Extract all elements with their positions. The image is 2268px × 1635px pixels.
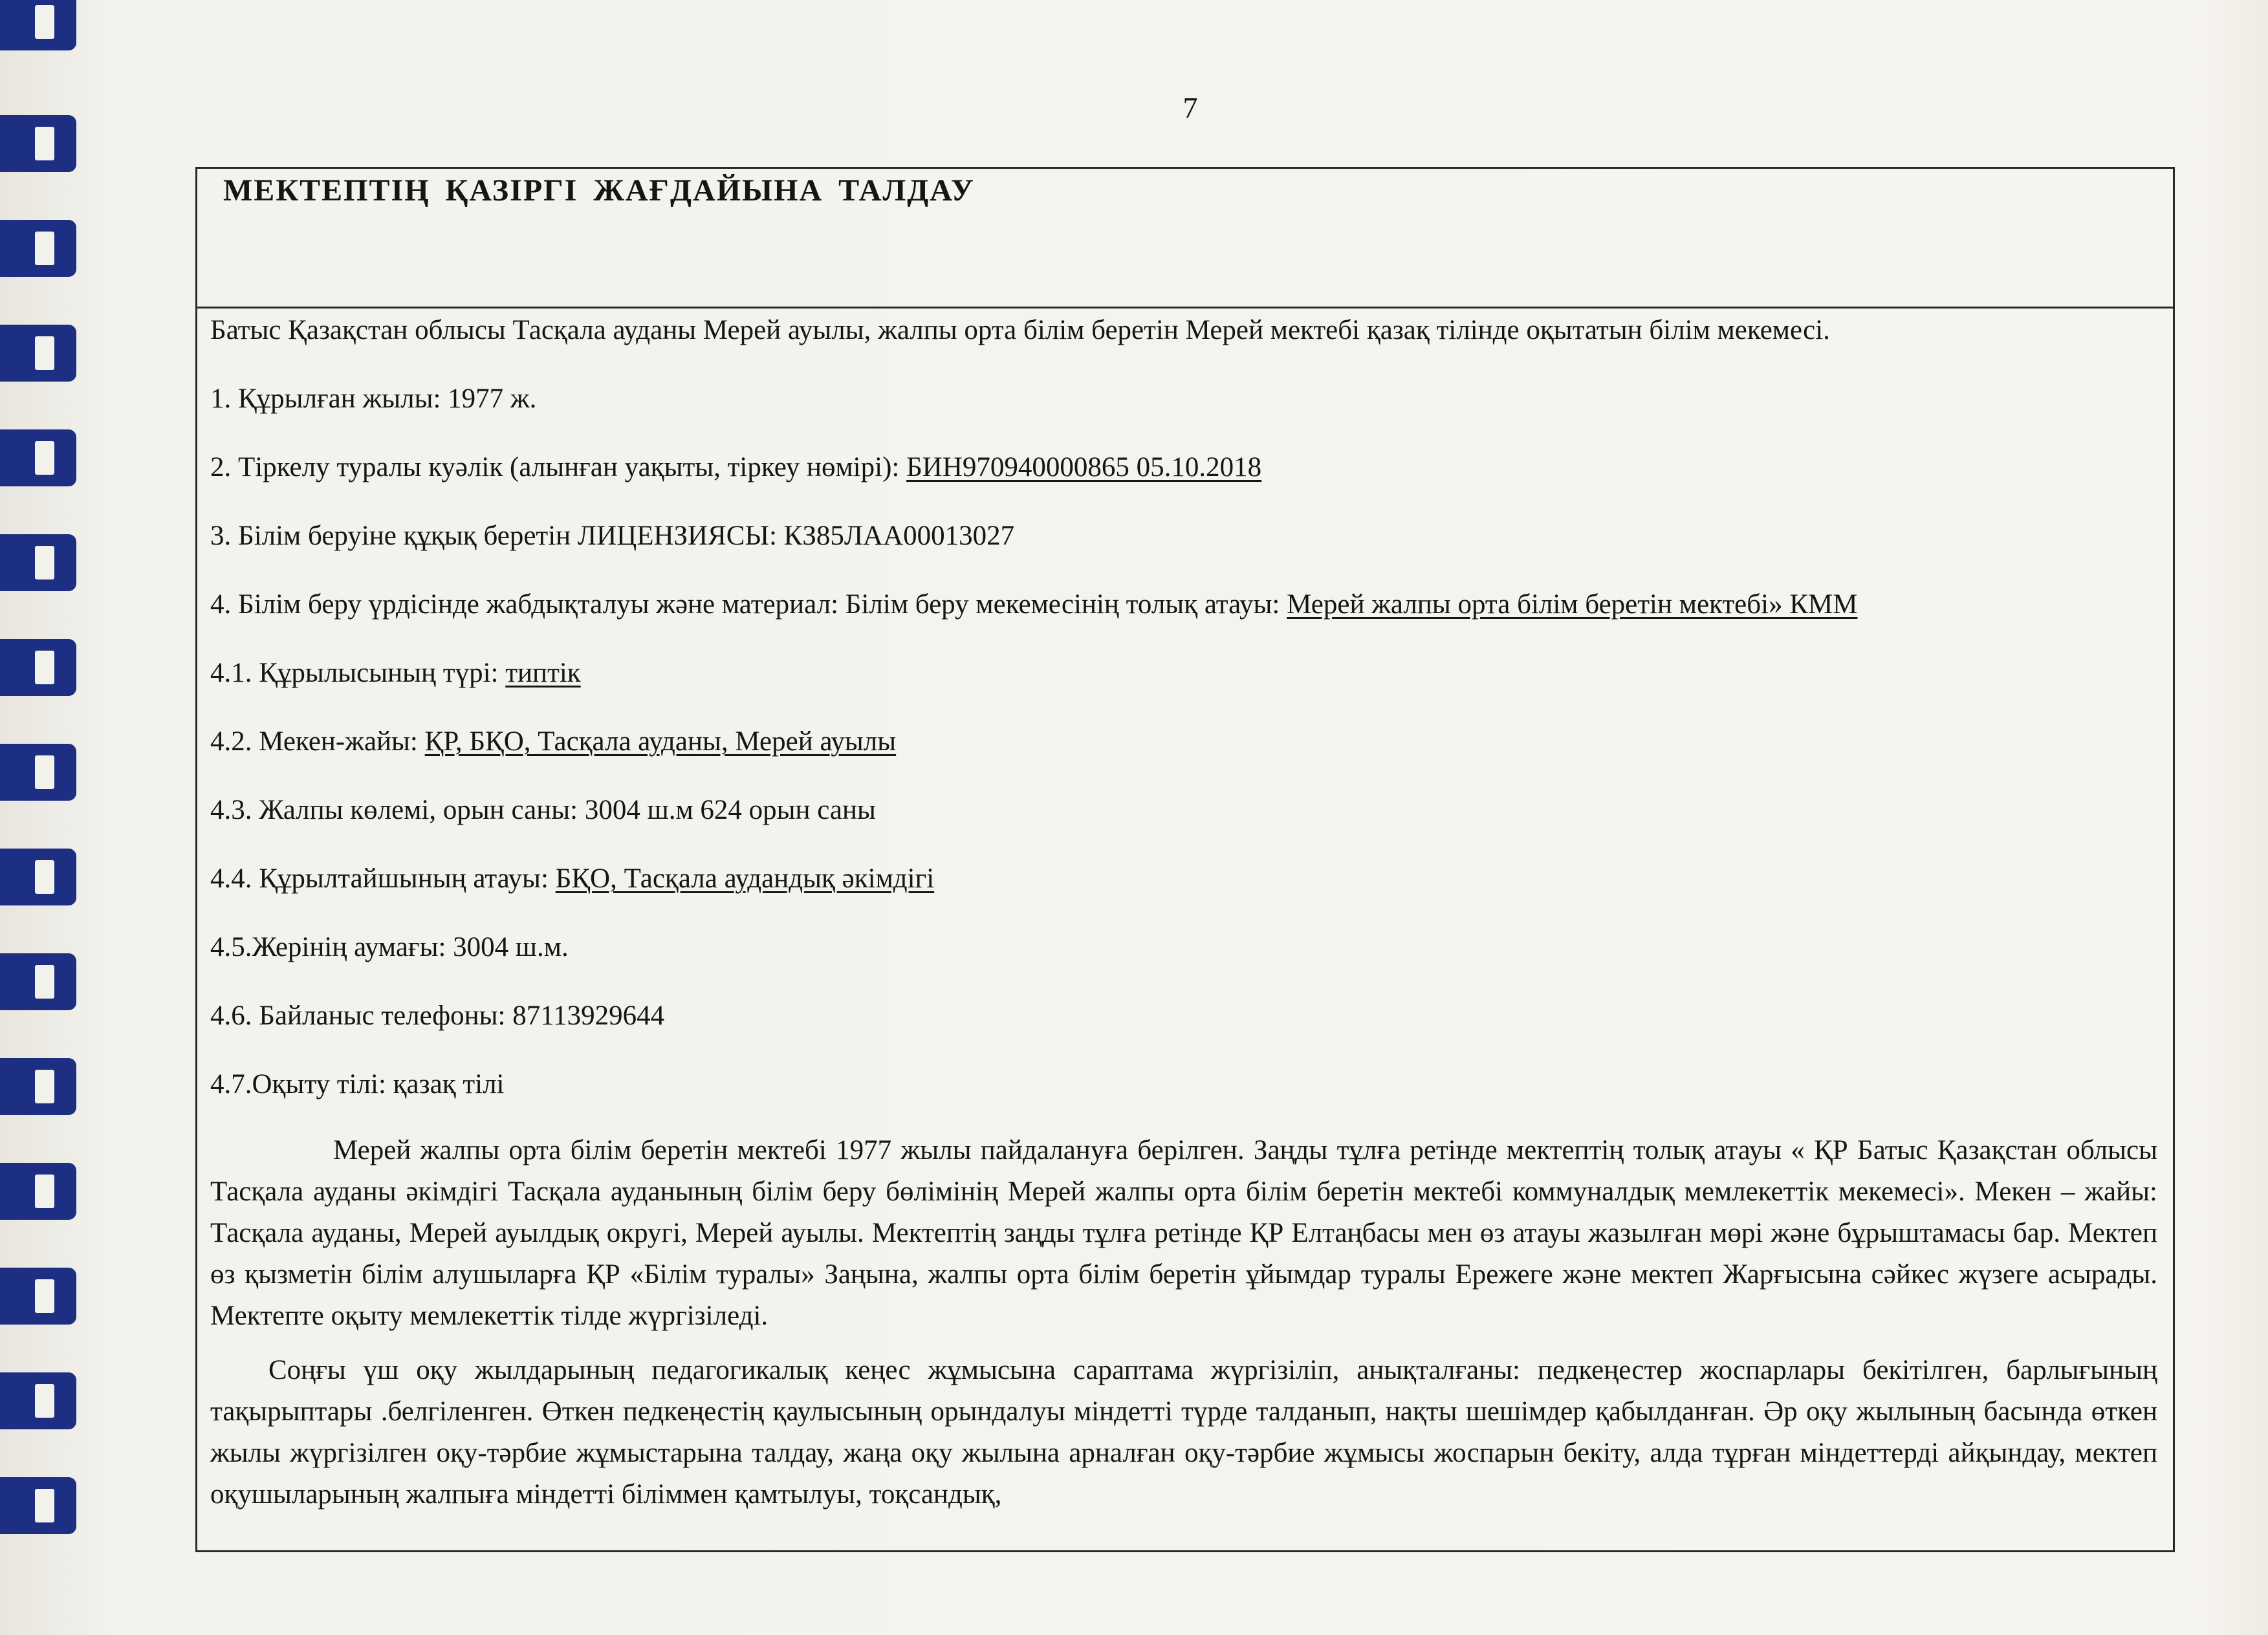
binding-ring — [0, 0, 76, 50]
info-label: 4.7.Оқыту тілі: — [210, 1069, 393, 1099]
info-label: 4.1. Құрылысының түрі: — [210, 658, 506, 688]
binding-ring — [0, 1058, 76, 1115]
analysis-table — [195, 167, 2175, 1552]
spiral-binding — [0, 0, 97, 1635]
page-number: 7 — [1183, 91, 1198, 124]
info-item-phone — [210, 999, 664, 1033]
info-item-registration — [210, 451, 1261, 484]
binding-ring — [0, 1163, 76, 1220]
info-item-full-name — [210, 588, 1857, 622]
info-item-address — [210, 725, 896, 759]
info-value: 87113929644 — [512, 1001, 665, 1031]
info-label: 1. Құрылған жылы: — [210, 384, 448, 414]
info-label: 3. Білім беруіне құқық беретін ЛИЦЕНЗИЯСЫ: — [210, 521, 784, 551]
info-label: 4.5.Жерінің аумағы: — [210, 932, 453, 962]
binding-ring — [0, 1477, 76, 1534]
info-label: 4.3. Жалпы көлемі, орын саны: — [210, 795, 585, 825]
info-value: БҚО, Тасқала аудандық әкімдігі — [555, 863, 935, 894]
info-value: типтік — [505, 658, 581, 688]
binding-ring — [0, 1372, 76, 1429]
binding-ring — [0, 953, 76, 1010]
info-item-founded — [210, 382, 536, 416]
info-item-area-capacity — [210, 794, 876, 827]
info-label: 4.6. Байланыс телефоны: — [210, 1001, 513, 1031]
binding-ring — [0, 639, 76, 696]
paragraph-text: Соңғы үш оқу жылдарының педагогикалық кеңес жұмысына сараптама жүргізіліп, анықталғаны: педкеңестер жоспарлары бекітілген, барлығының тақырыптары .белгіленген. Өткен педкеңестің қаулысының орындалуы міндетті түрде талданып, нақты шешімдер қабылданған. Әр оқу жылының басында өткен жылы жүргізілген оқу-тәрбие жұмыстарына талдау, жаңа оқу жылына арналған оқу-тәрбие жұмысы жоспарын бекіту, алда тұрған міндеттерді айқындау, мектеп оқушыларының жалпыға міндетті біліммен қамтылуы, тоқсандық, — [210, 1355, 2157, 1510]
info-item-license — [210, 519, 1014, 553]
info-item-land-area — [210, 931, 569, 964]
binding-ring — [0, 220, 76, 277]
paragraph-text: Мерей жалпы орта білім беретін мектебі 1977 жылы пайдалануға берілген. Заңды тұлға ретінде мектептің толық атауы « ҚР Батыс Қазақстан облысы Тасқала ауданы әкімдігі Тасқала ауданының білім беру бөлімінің Мерей жалпы орта білім беретін мектебі коммуналдық мемлекеттік мекемесі». Мекен – жайы: Тасқала ауданы, Мерей ауылдық округі, Мерей ауылы. Мектептің заңды тұлға ретінде ҚР Елтаңбасы мен өз атауы жазылған мөрі және бұрыштамасы бар. Мектеп өз қызметін білім алушыларға ҚР «Білім туралы» Заңына, жалпы орта білім беретін ұйымдар туралы Ережеге және мектеп Жарғысына сәйкес жүзеге асырады. Мектепте оқыту мемлекеттік тілде жүргізіледі. — [210, 1135, 2157, 1331]
info-value: Мерей жалпы орта білім беретін мектебі» КММ — [1287, 589, 1858, 620]
page-title: МЕКТЕПТІҢ ҚАЗІРГІ ЖАҒДАЙЫНА ТАЛДАУ — [223, 173, 975, 208]
info-label: 4.2. Мекен-жайы: — [210, 726, 425, 757]
paragraph-history — [210, 1130, 2157, 1337]
info-label: 4.4. Құрылтайшының атауы: — [210, 863, 556, 894]
info-value: КЗ85ЛАА00013027 — [783, 521, 1015, 551]
info-label: 4. Білім беру үрдісінде жабдықталуы және материал: Білім беру мекемесінің толық атауы: — [210, 589, 1287, 620]
info-value: қазақ тілі — [393, 1069, 505, 1099]
binding-ring — [0, 325, 76, 382]
info-value: 3004 ш.м. — [453, 932, 569, 962]
binding-ring — [0, 849, 76, 905]
info-item-language — [210, 1068, 505, 1101]
table-header-cell — [197, 169, 2173, 309]
binding-ring — [0, 744, 76, 801]
info-item-building-type — [210, 656, 581, 690]
info-value: 1977 ж. — [448, 384, 537, 414]
binding-ring — [0, 1268, 76, 1325]
info-item-founder — [210, 862, 934, 896]
info-value: ҚР, БҚО, Тасқала ауданы, Мерей ауылы — [424, 726, 897, 757]
info-value: БИН970940000865 05.10.2018 — [906, 452, 1262, 482]
info-value: 3004 ш.м 624 орын саны — [584, 795, 876, 825]
binding-ring — [0, 115, 76, 172]
paragraph-council — [210, 1350, 2157, 1515]
intro-text: Батыс Қазақстан облысы Тасқала ауданы Мерей ауылы, жалпы орта білім беретін Мерей мектебі қазақ тілінде оқытатын білім мекемесі. — [210, 315, 1830, 345]
binding-ring — [0, 534, 76, 591]
info-label: 2. Тіркелу туралы куәлік (алынған уақыты, тіркеу нөмірі): — [210, 452, 907, 482]
binding-ring — [0, 429, 76, 486]
